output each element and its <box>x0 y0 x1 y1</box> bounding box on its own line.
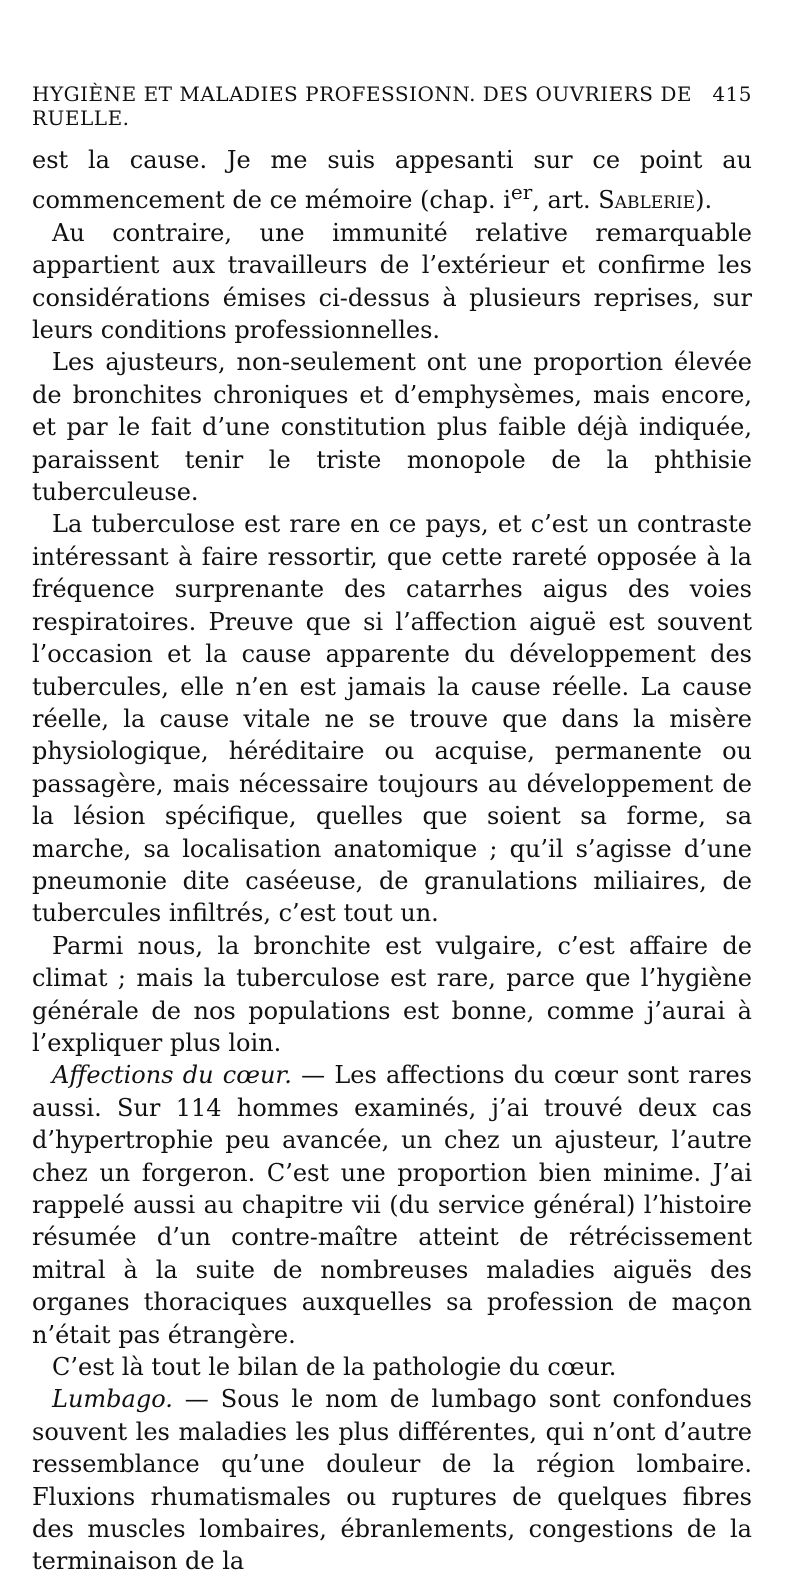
running-title: HYGIÈNE ET MALADIES PROFESSIONN. DES OUVRIERS DE RUELLE. <box>32 82 692 130</box>
section-heading-lumbago: Lumbago. <box>52 1385 173 1414</box>
body-text <box>32 144 752 1578</box>
small-caps-reference: Sablerie <box>598 186 696 215</box>
page-number: 415 <box>712 82 752 106</box>
section-heading-heart: Affections du cœur. <box>52 1061 292 1090</box>
running-header <box>32 82 752 130</box>
paragraph-2: Au contraire, une immunité relative remarquable appartient aux travailleurs de l’extérieur et confirme les considérations émises ci-dessus à plusieurs reprises, sur leurs conditions professionnelles. <box>32 218 752 345</box>
superscript: er <box>510 180 533 205</box>
paragraph-8 <box>32 1383 752 1577</box>
paragraph-5: Parmi nous, la bronchite est vulgaire, c’est affaire de climat ; mais la tuberculose est rare, parce que l’hygiène générale de nos populations est bonne, comme j’aurai à l’expliquer plus loin. <box>32 931 752 1057</box>
paragraph-1 <box>32 144 752 217</box>
paragraph-text: — Les affections du cœur sont rares aussi. Sur 114 hommes examinés, j’ai trouvé deux cas d’hypertrophie peu avancée, un chez un ajusteur, l’autre chez un forgeron. C’est une proportion bien minime. J’ai rappelé aussi au chapitre vii (du service général) l’histoire résumée d’un contre-maître atteint de rétrécissement mitral à la suite de nombreuses maladies aiguës des organes thoraciques auxquelles sa profession de maçon n’était pas étrangère. <box>32 1061 753 1349</box>
paragraph-4: La tuberculose est rare en ce pays, et c’est un contraste intéressant à faire ressortir, que cette rareté opposée à la fréquence surprenante des catarrhes aigus des voies respiratoires. Preuve que si l’affection aiguë est souvent l’occasion et la cause apparente du développement des tubercules, elle n’en est jamais la cause réelle. La cause réelle, la cause vitale ne se trouve que dans la misère physiologique, héréditaire ou acquise, permanente ou passagère, mais nécessaire toujours au développement de la lésion spécifique, quelles que soient sa forme, sa marche, sa localisation anatomique ; qu’il s’agisse d’une pneumonie dite caséeuse, de granulations miliaires, de tubercules infiltrés, c’est tout un. <box>32 510 752 928</box>
paragraph-7: C’est là tout le bilan de la pathologie du cœur. <box>52 1353 617 1382</box>
paragraph-text: ). <box>695 186 713 215</box>
paragraph-3: Les ajusteurs, non-seulement ont une proportion élevée de bronchites chroniques et d’emphysèmes, mais encore, et par le fait d’une constitution plus faible déjà indiquée, paraissent tenir le triste monopole de la phthisie tuberculeuse. <box>32 348 752 507</box>
paragraph-text: est la cause. Je me suis appesanti sur ce point au commencement de ce mémoire (chap. i <box>32 146 752 215</box>
paragraph-6 <box>32 1059 752 1351</box>
paragraph-text: , art. <box>532 186 599 215</box>
paragraph-text: — Sous le nom de lumbago sont confondues souvent les maladies les plus différentes, qui n’ont d’autre ressemblance qu’une douleur de la région lombaire. Fluxions rhumatismales ou ruptures de quelques fibres des muscles lombaires, ébranlements, congestions de la terminaison de la <box>32 1385 752 1576</box>
